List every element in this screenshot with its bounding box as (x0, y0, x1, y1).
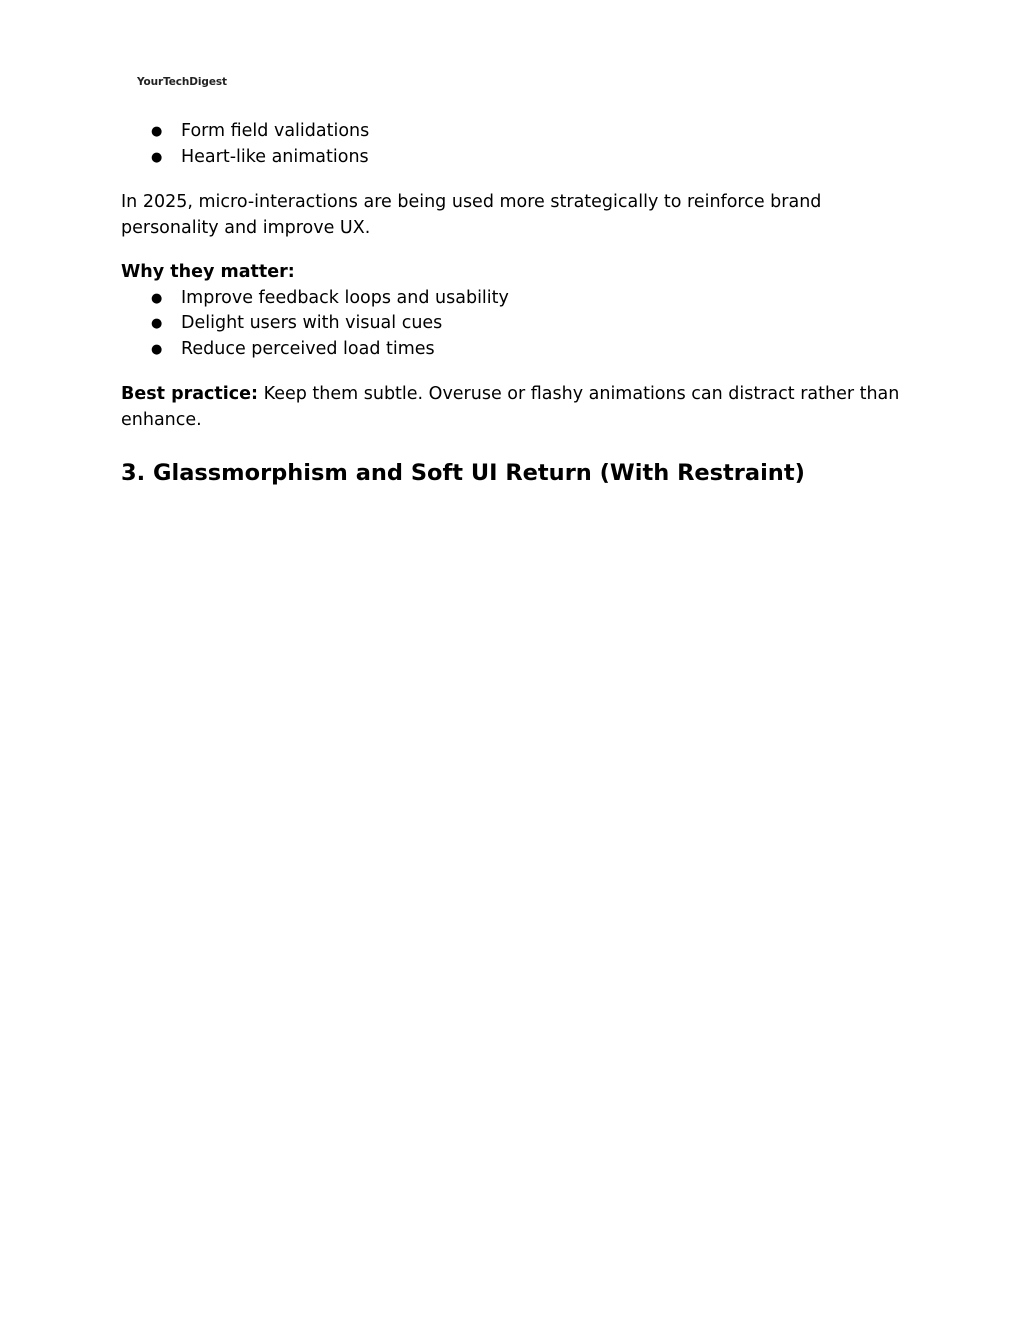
list-item (121, 145, 921, 171)
section-heading: 3. Glassmorphism and Soft UI Return (With Restraint) (121, 460, 805, 486)
list-item (121, 337, 921, 363)
list-item (121, 311, 921, 337)
list-item-text: Form field validations (181, 121, 370, 141)
bullet-list-top (121, 119, 921, 170)
best-practice-paragraph (121, 382, 921, 433)
bullet-list-why (121, 286, 921, 363)
list-item (121, 119, 921, 145)
intro-paragraph: In 2025, micro-interactions are being used more strategically to reinforce brand personality and improve UX. (121, 192, 822, 238)
bullet-icon: ● (151, 316, 163, 331)
best-practice-label: Best practice: (121, 384, 259, 404)
site-logo: YourTechDigest (137, 76, 227, 88)
bullet-icon: ● (151, 290, 163, 306)
bullet-icon: ● (151, 149, 163, 165)
bullet-icon: ● (151, 124, 163, 139)
list-item-text: Reduce perceived load times (181, 338, 435, 359)
best-practice-text: Keep them subtle. Overuse or flashy animations can distract rather than enhance. (121, 384, 900, 430)
list-item-text: Delight users with visual cues (181, 313, 443, 333)
list-item-text: Improve feedback loops and usability (181, 287, 509, 308)
list-item (121, 286, 921, 312)
document-body (121, 119, 921, 487)
list-item-text: Heart-like animations (181, 146, 369, 167)
why-heading: Why they matter: (121, 262, 295, 282)
bullet-icon: ● (151, 341, 163, 357)
